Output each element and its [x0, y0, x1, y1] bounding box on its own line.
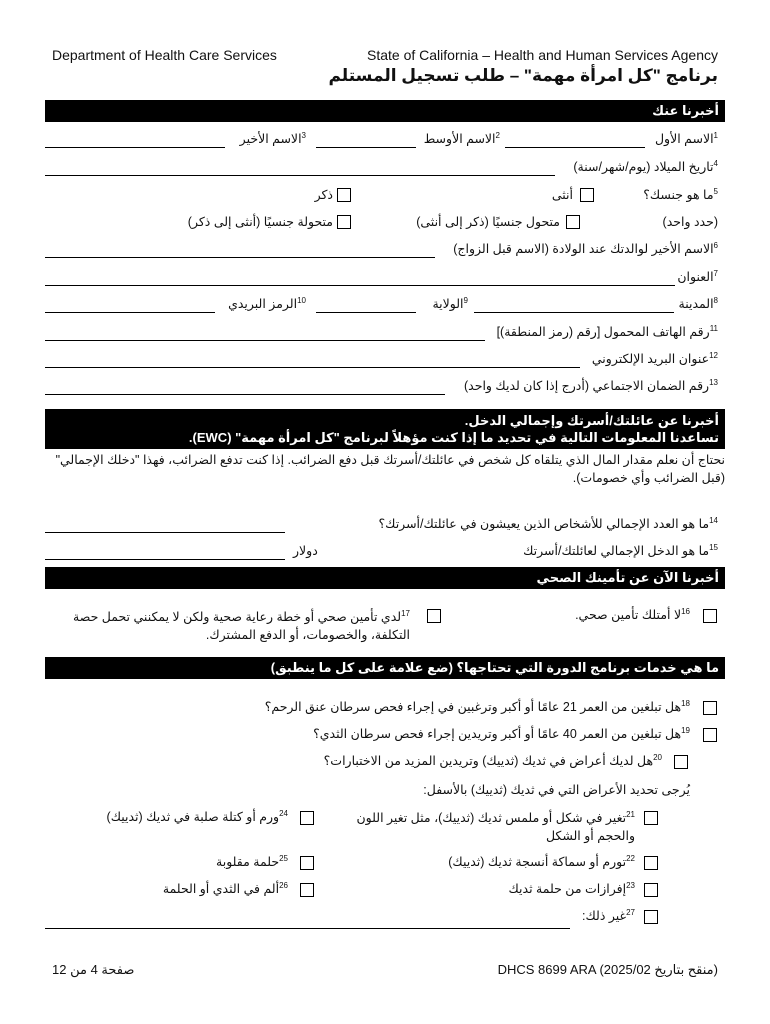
middle-name-field[interactable] — [316, 147, 416, 148]
nipple-discharge-checkbox[interactable] — [644, 883, 658, 897]
middle-name-label: $^2$الاسم الأوسط — [423, 131, 500, 147]
address-field[interactable] — [45, 285, 675, 286]
zip-label: $^{10}$الرمز البريدي — [228, 296, 306, 312]
income-question: $^{15}$ما هو الدخل الإجمالي لعائلتك/أسرتك — [523, 543, 718, 559]
lump-label: $^{24}$ورم أو كتلة صلبة في ثديك (ثدييك) — [106, 809, 288, 825]
trans-m2f-label: متحول جنسيًا (ذكر إلى أنثى) — [416, 215, 560, 229]
no-insurance-checkbox[interactable] — [703, 609, 717, 623]
trans-f2m-checkbox[interactable] — [337, 215, 351, 229]
male-checkbox[interactable] — [337, 188, 351, 202]
dob-label: $^4$تاريخ الميلاد (يوم/شهر/سنة) — [573, 159, 718, 175]
department-name: Department of Health Care Services — [52, 47, 277, 63]
section-household-header: أخبرنا عن عائلتك/أسرتك وإجمالي الدخل. تساعدنا المعلومات التالية في تحديد ما إذا كنت مؤهلاً لبرنامج "كل امرأة مهمة" (EWC). — [45, 409, 725, 449]
other-symptom-checkbox[interactable] — [644, 910, 658, 924]
form-code: DHCS 8699 ARA (منقح بتاريخ 2025/02) — [497, 962, 718, 977]
symptoms-intro: يُرجى تحديد الأعراض التي في ثديك (ثدييك) بالأسفل: — [423, 783, 690, 797]
nipple-discharge-label: $^{23}$إفرازات من حلمة ثديك — [508, 881, 635, 897]
first-name-field[interactable] — [505, 147, 645, 148]
maiden-name-label: $^6$الاسم الأخير لوالدتك عند الولادة (الاسم قبل الزواج) — [453, 241, 718, 257]
male-label: ذكر — [314, 188, 333, 202]
female-label: أنثى — [551, 188, 573, 202]
breast-symptoms-checkbox[interactable] — [674, 755, 688, 769]
ssn-field[interactable] — [45, 394, 445, 395]
income-intro-text: نحتاج أن نعلم مقدار المال الذي يتلقاه كل شخص في عائلتك/أسرتك قبل دفع الضرائب. إذا كنت تدفع الضرائب، فهذا "دخلك الإجمالي" (قبل الضرائب وأي خصومات). — [55, 453, 725, 485]
inverted-nipple-label: $^{25}$حلمة مقلوبة — [216, 854, 288, 870]
tissue-thickening-label: $^{22}$تورم أو سماكة أنسجة ثديك (ثدييك) — [448, 854, 635, 870]
cervical-screening-label: $^{18}$هل تبلغين من العمر 21 عامًا أو أكبر وترغبين في إجراء فحص سرطان عنق الرحم؟ — [264, 699, 690, 715]
phone-label: $^{11}$رقم الهاتف المحمول [رقم (رمز المنطقة)] — [496, 324, 718, 340]
ssn-label: $^{13}$رقم الضمان الاجتماعي (أدرج إذا كان لديك واحد) — [464, 378, 718, 394]
gender-pick-one: (حدد واحد) — [662, 215, 718, 229]
city-label: $^8$المدينة — [678, 296, 718, 312]
shape-change-label: $^{21}$تغير في شكل أو ملمس ثديك (ثدييك)، مثل تغير اللون والحجم أو الشكل — [356, 810, 635, 844]
other-symptom-label: $^{27}$غير ذلك: — [582, 908, 635, 924]
breast-screening-label: $^{19}$هل تبلغين من العمر 40 عامًا أو أكبر وتريدين إجراء فحص سرطان الثدي؟ — [313, 726, 690, 742]
insurance-cannot-afford-label: $^{17}$لدي تأمين صحي أو خطة رعاية صحية ولكن لا يمكنني تحمل حصة التكلفة، والخصومات، أو الدفع المشترك. — [73, 609, 410, 643]
lump-checkbox[interactable] — [300, 811, 314, 825]
gender-question: $^5$ما هو جنسك؟ — [643, 187, 718, 203]
household-size-question: $^{14}$ما هو العدد الإجمالي للأشخاص الذين يعيشون في عائلتك/أسرتك؟ — [378, 516, 718, 532]
state-field[interactable] — [316, 312, 416, 313]
breast-screening-checkbox[interactable] — [703, 728, 717, 742]
dollars-label: دولار — [293, 544, 318, 558]
breast-pain-label: $^{26}$ألم في الثدي أو الحلمة — [162, 881, 288, 897]
household-size-field[interactable] — [45, 532, 285, 533]
form-title: برنامج "كل امرأة مهمة" – طلب تسجيل المستلم — [328, 66, 718, 85]
city-field[interactable] — [474, 312, 674, 313]
dob-field[interactable] — [45, 175, 555, 176]
agency-name: State of California – Health and Human Services Agency — [367, 47, 718, 63]
insurance-cannot-afford-checkbox[interactable] — [427, 609, 441, 623]
cervical-screening-checkbox[interactable] — [703, 701, 717, 715]
last-name-label: $^3$الاسم الأخير — [239, 131, 306, 147]
phone-field[interactable] — [45, 340, 485, 341]
trans-f2m-label: متحولة جنسيًا (أنثى إلى ذكر) — [187, 215, 333, 229]
female-checkbox[interactable] — [580, 188, 594, 202]
shape-change-checkbox[interactable] — [644, 811, 658, 825]
section-insurance-header: أخبرنا الآن عن تأمينك الصحي — [45, 567, 725, 589]
inverted-nipple-checkbox[interactable] — [300, 856, 314, 870]
zip-field[interactable] — [45, 312, 215, 313]
first-name-label: $^1$الاسم الأول — [654, 131, 718, 147]
breast-symptoms-label: $^{20}$هل لديك أعراض في ثديك (ثدييك) وتريدين المزيد من الاختبارات؟ — [323, 753, 662, 769]
maiden-name-field[interactable] — [45, 257, 435, 258]
section-services-header: ما هي خدمات برنامج الدورة التي تحتاجها؟ (ضع علامة على كل ما ينطبق) — [45, 657, 725, 679]
income-field[interactable] — [45, 559, 285, 560]
page-number: صفحة 4 من 12 — [52, 962, 135, 977]
no-insurance-label: $^{16}$لا أمتلك تأمين صحي. — [575, 607, 690, 623]
section-about-you-header: أخبرنا عنك — [45, 100, 725, 122]
email-field[interactable] — [45, 367, 580, 368]
trans-m2f-checkbox[interactable] — [566, 215, 580, 229]
breast-pain-checkbox[interactable] — [300, 883, 314, 897]
other-symptom-field[interactable] — [45, 928, 570, 929]
email-label: $^{12}$عنوان البريد الإلكتروني — [591, 351, 718, 367]
last-name-field[interactable] — [45, 147, 225, 148]
state-label: $^9$الولاية — [432, 296, 468, 312]
tissue-thickening-checkbox[interactable] — [644, 856, 658, 870]
address-label: $^7$العنوان — [677, 269, 718, 285]
